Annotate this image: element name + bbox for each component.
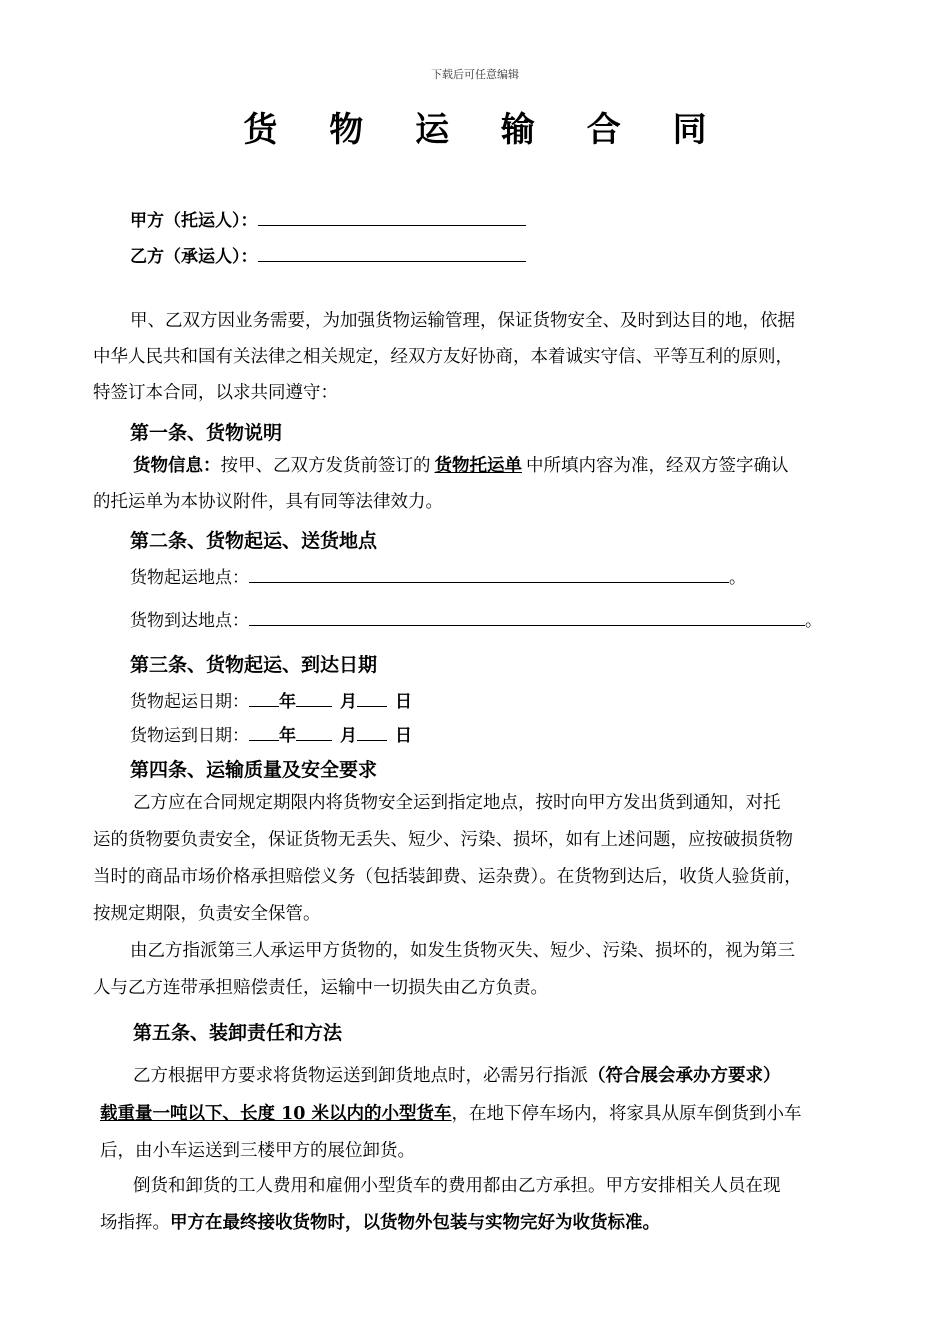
start-date-row [130, 687, 412, 712]
article-4-heading: 第四条、运输质量及安全要求 [130, 759, 378, 781]
start-day-blank[interactable] [357, 692, 387, 707]
arrive-day-blank[interactable] [357, 726, 387, 741]
article-5-truck-spec: 载重量一吨以下、长度 10 米以内的小型货车 [100, 1104, 452, 1124]
article-5-p1-line-1-text: 乙方根据甲方要求将货物运送到卸货地点时，必需另行指派 [133, 1066, 588, 1086]
start-year-blank[interactable] [249, 692, 279, 707]
article-5-p1-line-3: 后，由小车运送到三楼甲方的展位卸货。 [100, 1141, 415, 1161]
party-b-row [130, 242, 526, 267]
arrive-date-row [130, 721, 412, 746]
article-5-heading: 第五条、装卸责任和方法 [133, 1022, 343, 1044]
intro-line-1: 甲、乙双方因业务需要，为加强货物运输管理，保证货物安全、及时到达目的地，依据 [130, 311, 795, 331]
arrive-year-label: 年 [279, 726, 296, 746]
destination-label: 货物到达地点： [130, 611, 249, 631]
start-month-blank[interactable] [296, 692, 332, 707]
article-5-p1-line-2-text: ，在地下停车场内，将家具从原车倒货到小车 [451, 1104, 802, 1124]
origin-end-mark: 。 [729, 568, 746, 588]
goods-info-text-b: 中所填内容为准，经双方签字确认 [526, 456, 789, 476]
origin-label: 货物起运地点： [130, 568, 249, 588]
article-1-heading: 第一条、货物说明 [130, 422, 283, 444]
intro-line-3: 特签订本合同，以求共同遵守： [93, 383, 338, 403]
arrive-month-label: 月 [340, 726, 357, 746]
destination-end-mark: 。 [805, 611, 822, 631]
origin-blank[interactable] [249, 568, 729, 583]
article-5-acceptance-standard: 甲方在最终接收货物时，以货物外包装与实物完好为收货标准。 [170, 1213, 660, 1233]
article-5-p1-line-1 [133, 1058, 781, 1094]
start-month-label: 月 [340, 692, 357, 712]
party-b-blank[interactable] [258, 247, 526, 262]
arrive-month-blank[interactable] [296, 726, 332, 741]
article-5-p2-line-2 [100, 1205, 660, 1241]
article-4-p1-line-1: 乙方应在合同规定期限内将货物安全运到指定地点，按时向甲方发出货到通知，对托 [133, 793, 781, 813]
page-title: 货 物 运 输 合 同 [243, 110, 727, 150]
article-1-line-2: 的托运单为本协议附件，具有同等法律效力。 [93, 492, 443, 512]
article-4-p1-line-4: 按规定期限，负责安全保管。 [93, 904, 321, 924]
article-2-heading: 第二条、货物起运、送货地点 [130, 530, 378, 552]
article-3-heading: 第三条、货物起运、到达日期 [130, 654, 378, 676]
goods-info-label: 货物信息： [133, 456, 221, 476]
header-note: 下载后可任意编辑 [431, 68, 519, 81]
origin-row [130, 563, 746, 588]
article-5-p1-line-2 [100, 1096, 802, 1132]
party-a-label: 甲方（托运人）： [130, 211, 258, 231]
destination-row [130, 606, 822, 631]
article-5-p2-line-1: 倒货和卸货的工人费用和雇佣小型货车的费用都由乙方承担。甲方安排相关人员在现 [133, 1176, 781, 1196]
arrive-year-blank[interactable] [249, 726, 279, 741]
article-4-p2-line-1: 由乙方指派第三人承运甲方货物的，如发生货物灭失、短少、污染、损坏的，视为第三 [130, 941, 795, 961]
goods-info-text-a: 按甲、乙双方发货前签订的 [220, 456, 431, 476]
arrive-day-label: 日 [395, 726, 412, 746]
intro-line-2: 中华人民共和国有关法律之相关规定，经双方友好协商，本着诚实守信、平等互利的原则， [93, 347, 793, 367]
waybill-name: 货物托运单 [434, 456, 522, 476]
article-1-line-1 [133, 448, 789, 484]
start-date-label: 货物起运日期： [130, 692, 249, 712]
party-a-row [130, 206, 526, 231]
start-year-label: 年 [279, 692, 296, 712]
article-5-p2-line-2-text: 场指挥。 [100, 1213, 170, 1233]
destination-blank[interactable] [249, 611, 805, 626]
article-4-p1-line-3: 当时的商品市场价格承担赔偿义务（包括装卸费、运杂费）。在货物到达后，收货人验货前， [93, 867, 802, 887]
article-5-organizer-requirement: （符合展会承办方要求） [588, 1066, 781, 1086]
article-4-p1-line-2: 运的货物要负责安全，保证货物无丢失、短少、污染、损坏，如有上述问题，应按破损货物 [93, 830, 793, 850]
article-4-p2-line-2: 人与乙方连带承担赔偿责任，运输中一切损失由乙方负责。 [93, 978, 548, 998]
arrive-date-label: 货物运到日期： [130, 726, 249, 746]
start-day-label: 日 [395, 692, 412, 712]
party-a-blank[interactable] [258, 211, 526, 226]
party-b-label: 乙方（承运人）： [130, 247, 258, 267]
